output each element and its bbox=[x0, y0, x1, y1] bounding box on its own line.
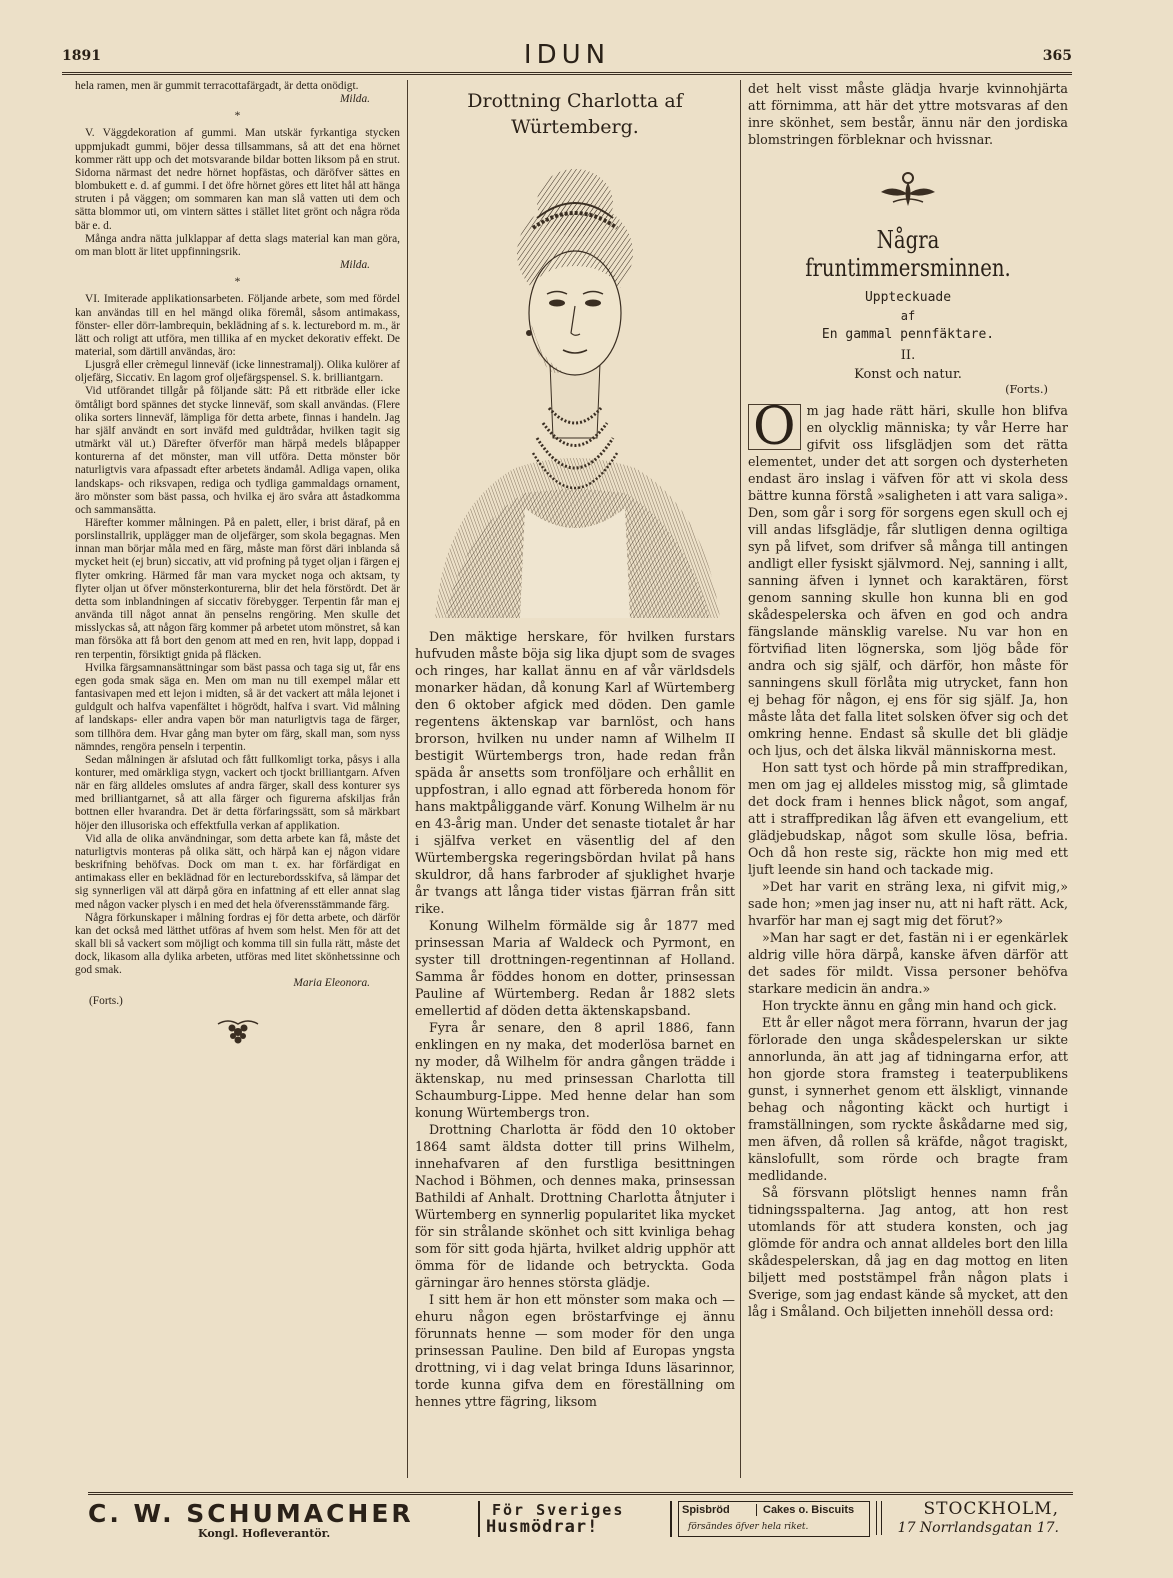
paragraph: Ljusgrå eller crèmegul linneväf (icke linnestramalj). Olika kulörer af oljefärg, Siccativ. En lagom grof oljefärgspensel. S. k. brilliantgarn. bbox=[75, 359, 400, 385]
flower-ornament-icon bbox=[873, 170, 943, 210]
signature: Maria Eleonora. bbox=[293, 977, 370, 990]
article-title: Drottning Charlotta af Würtemberg. bbox=[467, 90, 683, 138]
slogan-line: Husmödrar! bbox=[486, 1517, 599, 1537]
paragraph: I sitt hem är hon ett mönster som maka och — ehuru någon egen bröstarfvinge ej ännu förunnats henne — som moder för den unga prinsessan Pauline. Den bild af Europas yngsta drottning, vi i dag velat bringa Iduns läsarinnor, torde kunna gifva dem en föreställning om hennes yttre fägring, liksom bbox=[415, 1292, 735, 1409]
slogan-line: För Sveriges bbox=[492, 1501, 625, 1519]
signature: Milda. bbox=[339, 93, 370, 106]
paragraph: det helt visst måste glädja hvarje kvinnohjärta att förnimma, att här det yttre motsvaras af den inre skönhet, sem består, ännu när den jordiska blomstringen förbleknar och hvissnar. bbox=[748, 81, 1068, 147]
paragraph: Vid alla de olika användningar, som detta arbete kan få, måste det naturligtvis monteras på olika sätt, och härpå kan ej någon vidare beskrifning behöfvas. Dock om man t. ex. har förfärdigat en antimakass eller en beklädnad för en lecturebordsskifva, så lämpar det sig synnerligen väl att därpå göra en infattning af ett eller annat slag med någon vacker plysch i en med det hela öfverensstämmande färg. bbox=[75, 832, 400, 911]
paragraph: VI. Imiterade applikationsarbeten. Följande arbete, som med fördel kan användas till en hel mängd olika föremål, såsom antimakass, fönster- eller dörr-lambrequin, beklädning af s. k. lecturebord m. m., är lätt och roligt att utföra, men tillika af en mycket dekorativ effekt. De material, som därtill användas, äro: bbox=[75, 293, 400, 358]
advertisement-footer bbox=[88, 1492, 1073, 1541]
header-year: 1891 bbox=[62, 48, 101, 64]
advertiser-name: C. W. SCHUMACHER bbox=[88, 1499, 414, 1528]
paragraph: Några förkunskaper i målning fordras ej för detta arbete, och därför kan det också med lätthet utföras af hvem som helst. Men för att det skall bli så vackert som möjligt och komma till sin fulla rätt, måste det dock, likasom alla dylika arbeten, utföras med litet skönhetssinne och god smak. bbox=[75, 911, 400, 977]
paragraph: Många andra nätta julklappar af detta slags material kan man göra, om man blott är litet uppfinningsrik. bbox=[75, 232, 400, 258]
product-name: Cakes o. Biscuits bbox=[756, 1504, 854, 1516]
column-divider bbox=[740, 80, 741, 1478]
paragraph: m jag hade rätt häri, skulle hon blifva en olycklig människa; ty vår Herre har gifvit oss lifsglädjen som det rätta elementet, under det att sorgen och dysterheten endast äro inslag i väfven för att vi skola dess bättre kunna förstå »saligheten i att vara saliga». Den, som går i sorg för sorgens egen skull och ej vill andas lifsglädje, får slutligen denna ogiltiga syn på lifvet, som drifver så många till antingen andligt eller fysiskt självmord. Nej, sanning i allt, sanning äfven i lynnet och karaktären, först genom sanning skulle hon kunna bli en god skådespelerska och äfven en god och andra fängslande mänsklig varelse. Nu var hon en förtvifiad liten lögnerska, som ljög både för andra och sig själf, och därför, hon måste för sanningens skull förlåta mig utrycket, fann hon ej behag för någon, ej ens för sig själf. Ja, hon måste låta det falla litet solsken öfver sig och det omkring henne. Endast så skulle det bli glädje och ljus, och det älska likväl människorna mest. bbox=[748, 403, 1068, 758]
masthead-title: IDUN bbox=[523, 40, 611, 70]
shipping-note: försändes öfver hela riket. bbox=[688, 1522, 809, 1532]
paragraph: Drottning Charlotta är född den 10 oktober 1864 samt äldsta dotter till prins Wilhelm, innehafvaren af den furstliga besittningen Nachod i Böhmen, och dennes maka, prinsessan Bathildi af Anhalt. Drottning Charlotta åtnjuter i Würtemberg en synnerlig popularitet lika mycket för sin strålande skönhet och sitt kvinliga behag som för sitt goda hjärta, hvilket aldrig upphör att ömma för de lidande och betryckta. Goda gärningar äro hennes största glädje. bbox=[415, 1122, 735, 1290]
column-divider bbox=[407, 80, 408, 1478]
continued-note: (Forts.) bbox=[89, 994, 123, 1007]
subtitle: Uppteckuade bbox=[864, 290, 952, 305]
drop-cap: O bbox=[748, 404, 801, 450]
paragraph: Härefter kommer målningen. På en palett, eller, i brist däraf, på en porslinstallrik, upplägger man de oljefärger, som skola begagnas. Men innan man börjar måla med en färg, måste man först däri inblanda så mycket heit (ej brun) siccativ, att vid profning på tyget oljan i färgen ej flyter omkring. Härmed får man vara mycket noga och aktsam, ty flyter oljan ut öfver mönsterkonturerna, blir det hela förstördt. Det är detta som inblandningen af siccativ förebygger. Terpentin får man ej använda till något annat än penselns rengöring. Men skulle det misslyckas så, att någon färg kommer på arbetet utom mönstret, så kan man försöka att få bort den genom att med en ren, hvit lapp, doppad i ren terpentin, försiktigt gnida på fläcken. bbox=[75, 517, 400, 661]
column-middle bbox=[415, 80, 735, 1490]
advertiser-title: Kongl. Hofleverantör. bbox=[198, 1527, 331, 1540]
subtitle: af bbox=[900, 309, 916, 323]
queen-portrait-engraving bbox=[425, 148, 725, 618]
paragraph: Den mäktige herskare, för hvilken furstars hufvuden måste böja sig lika djupt som de svages och ringes, har kallat ännu en af vår världsdels monarker hädan, då konung Karl af Würtemberg den 6 oktober afgick med döden. Den gamle regentens äktenskap var barnlöst, och hans brorson, hvilken nu under namn af Wilhelm II bestigit Würtembergs tron, hade redan från späda år ansetts som tronföljare och erhållit en uppfostran, i allo egnad att förbereda honom för hans maktpåliggande värf. Konung Wilhelm är nu en 43-årig man. Under det senaste tiotalet år har i själfva verket en väsentlig del af den Würtembergska regeringsbördan hvilat på hans skuldror, då hans farbroder af sjuklighet hvarje år tvangs att långa tider vistas fjärran från sitt rike. bbox=[415, 629, 735, 916]
column-left bbox=[75, 80, 400, 1480]
divider bbox=[876, 1501, 882, 1535]
paragraph: »Det har varit en sträng lexa, ni gifvit mig,» sade hon; »men jag inser nu, att ni haft rätt. Ack, hvarför har man ej sagt mig det förut?» bbox=[748, 879, 1068, 928]
paragraph: Fyra år senare, den 8 april 1886, fann enklingen en ny maka, det moderlösa barnet en ny moder, då Wilhelm för andra gången trädde i äktenskap, nu med prinsessan Charlotta till Schaumburg-Lippe. Med henne delar han som konung Würtembergs tron. bbox=[415, 1020, 735, 1120]
byline: En gammal pennfäktare. bbox=[821, 327, 995, 342]
paragraph: Hon tryckte ännu en gång min hand och gick. bbox=[762, 998, 1057, 1013]
separator-star: * bbox=[234, 110, 241, 123]
paragraph: Hon satt tyst och hörde på min straffpredikan, men om jag ej alldeles misstog mig, så glimtade det dock fram i hennes blick något, som angaf, att i straffpredikan låg äfven ett evangelium, ett glädjebudskap, något som skulle lösa, befria. Och då hon reste sig, räckte hon mig med ett ljuft leende sin hand och tackade mig. bbox=[748, 760, 1068, 877]
paragraph: Konung Wilhelm förmälde sig år 1877 med prinsessan Maria af Waldeck och Pyrmont, en syster till drottningen-regentinnan af Holland. Samma år föddes honom en dotter, prinsessan Pauline af Würtemberg. Redan år 1882 slets emellertid af döden detta äktenskapsband. bbox=[415, 918, 735, 1018]
address: 17 Norrlandsgatan 17. bbox=[897, 1520, 1059, 1536]
article-body bbox=[748, 397, 1068, 1320]
article-body bbox=[415, 628, 735, 1410]
paragraph: Så försvann plötsligt hennes namn från tidningsspalterna. Jag antog, att hon rest utomlands för att studera konsten, och jag glömde för andra och annat alldeles bort den lilla skådespelerskan, då jag en dag mottog en liten biljett med poststämpel från någon plats i Sverige, som jag endast kände så mycket, att den låg i Småland. Och biljetten innehöll dessa ord: bbox=[748, 1185, 1068, 1319]
paragraph: Ett år eller något mera förrann, hvarun der jag förlorade den unga skådespelerskan ur sikte annorlunda, än att jag af tidningarna erfor, att hon gjorde stora framsteg i teaterpublikens gunst, i synnerhet genom ett älskligt, vinnande behag och någonting käckt och hurtigt i framställningen, som ryckte åskådarne med sig, men äfven, då rollen så kräfde, något tragiskt, känslofullt, som rörde och bragte fram medlidande. bbox=[748, 1015, 1068, 1183]
section-title: Konst och natur. bbox=[854, 367, 962, 382]
separator-star: * bbox=[234, 276, 241, 289]
chapter-number: II. bbox=[900, 348, 916, 363]
header-page-number: 365 bbox=[1042, 48, 1072, 64]
signature: Milda. bbox=[339, 259, 370, 272]
paragraph: Sedan målningen är afslutad och fått fullkomligt torka, påsys i alla konturer, med omärkliga stygn, vackert och tjockt brilliantgarn. Afven när en färg alldeles omslutes af andra färger, skall dess konturer sys med brilliantgarnet, så att alla färger och figurerna afskiljas från bottnen eller hvarandra. Det är detta förfaringssätt, som så märkbart höjer den illusoriska och effektfulla verkan af applikation. bbox=[75, 753, 400, 832]
paragraph: Hvilka färgsamnansättningar som bäst passa och taga sig ut, får ens egen goda smak säga en. Men om man nu till exempel målar ett fantasivapen med ett lejon i midten, så är det vackert att måla lejonet i guldgult och halfva vapenfältet i högrödt, halfva i svart. Vid målning af landskaps- eller andra vapen bör man naturligtvis taga de färger, som tillhöra dem. Hvar gång man byter om färg, skall man, som nyss nämndes, rengöra penseln i terpentin. bbox=[75, 661, 400, 753]
continued-note: (Forts.) bbox=[1005, 382, 1048, 396]
paragraph: V. Väggdekoration af gummi. Man utskär fyrkantiga stycken uppmjukadt gummi, böjer dessa tillsammans, så att det ena hörnet kommer rätt upp och det motsvarande bildar botten liksom på en strut. Sidorna närmast det nedre hörnet hopfästas, och däröfver sättes en blombukett e. d. af gummi. I det öfre hörnet göres ett litet hål att hänga struten i på väggen; om sommaren kan man slå vatten uti dem och sätta blommor uti, om vintern sättes i stället litet grönt och några röda bär e. d. bbox=[75, 127, 400, 232]
article-title: Några fruntimmersminnen. bbox=[805, 226, 1011, 282]
paragraph: Vid utförandet tillgår på följande sätt: På ett ritbräde eller icke ömtåligt bord spännes det stycke linneväf, som skall användas. (Flere olika sorters linneväf, lämpliga för detta arbete, finnas i handeln. Jag har själf användt en sort inväfd med guldtrådar, hvilken tagit sig utmärkt väl ut.) Därefter öfverför man härpå medels blåpapper konturerna af det mönster, man vill utföra. Detta mönster bör naturligtvis vara afpassadt efter arbetets ändamål. Adliga vapen, olika landskaps- och riksvapen, rediga och tydliga gammaldags ornament, äro mönster som bäst passa, och hvilka ej äro svåra att åstadkomma och sammansätta. bbox=[75, 385, 400, 516]
column-right bbox=[748, 80, 1068, 1490]
grapes-ornament-icon bbox=[208, 1016, 268, 1052]
paragraph: »Man har sagt er det, fastän ni i er egenkärlek aldrig ville höra därpå, kanske äfven därför att det sades för mildt. Vissa personer behöfva starkare medicin än andra.» bbox=[748, 930, 1068, 996]
page-header bbox=[62, 38, 1072, 75]
paragraph: hela ramen, men är gummit terracottafärgadt, är detta onödigt. bbox=[75, 80, 359, 92]
city: STOCKHOLM, bbox=[923, 1499, 1059, 1519]
product-name: Spisbröd bbox=[682, 1504, 730, 1516]
